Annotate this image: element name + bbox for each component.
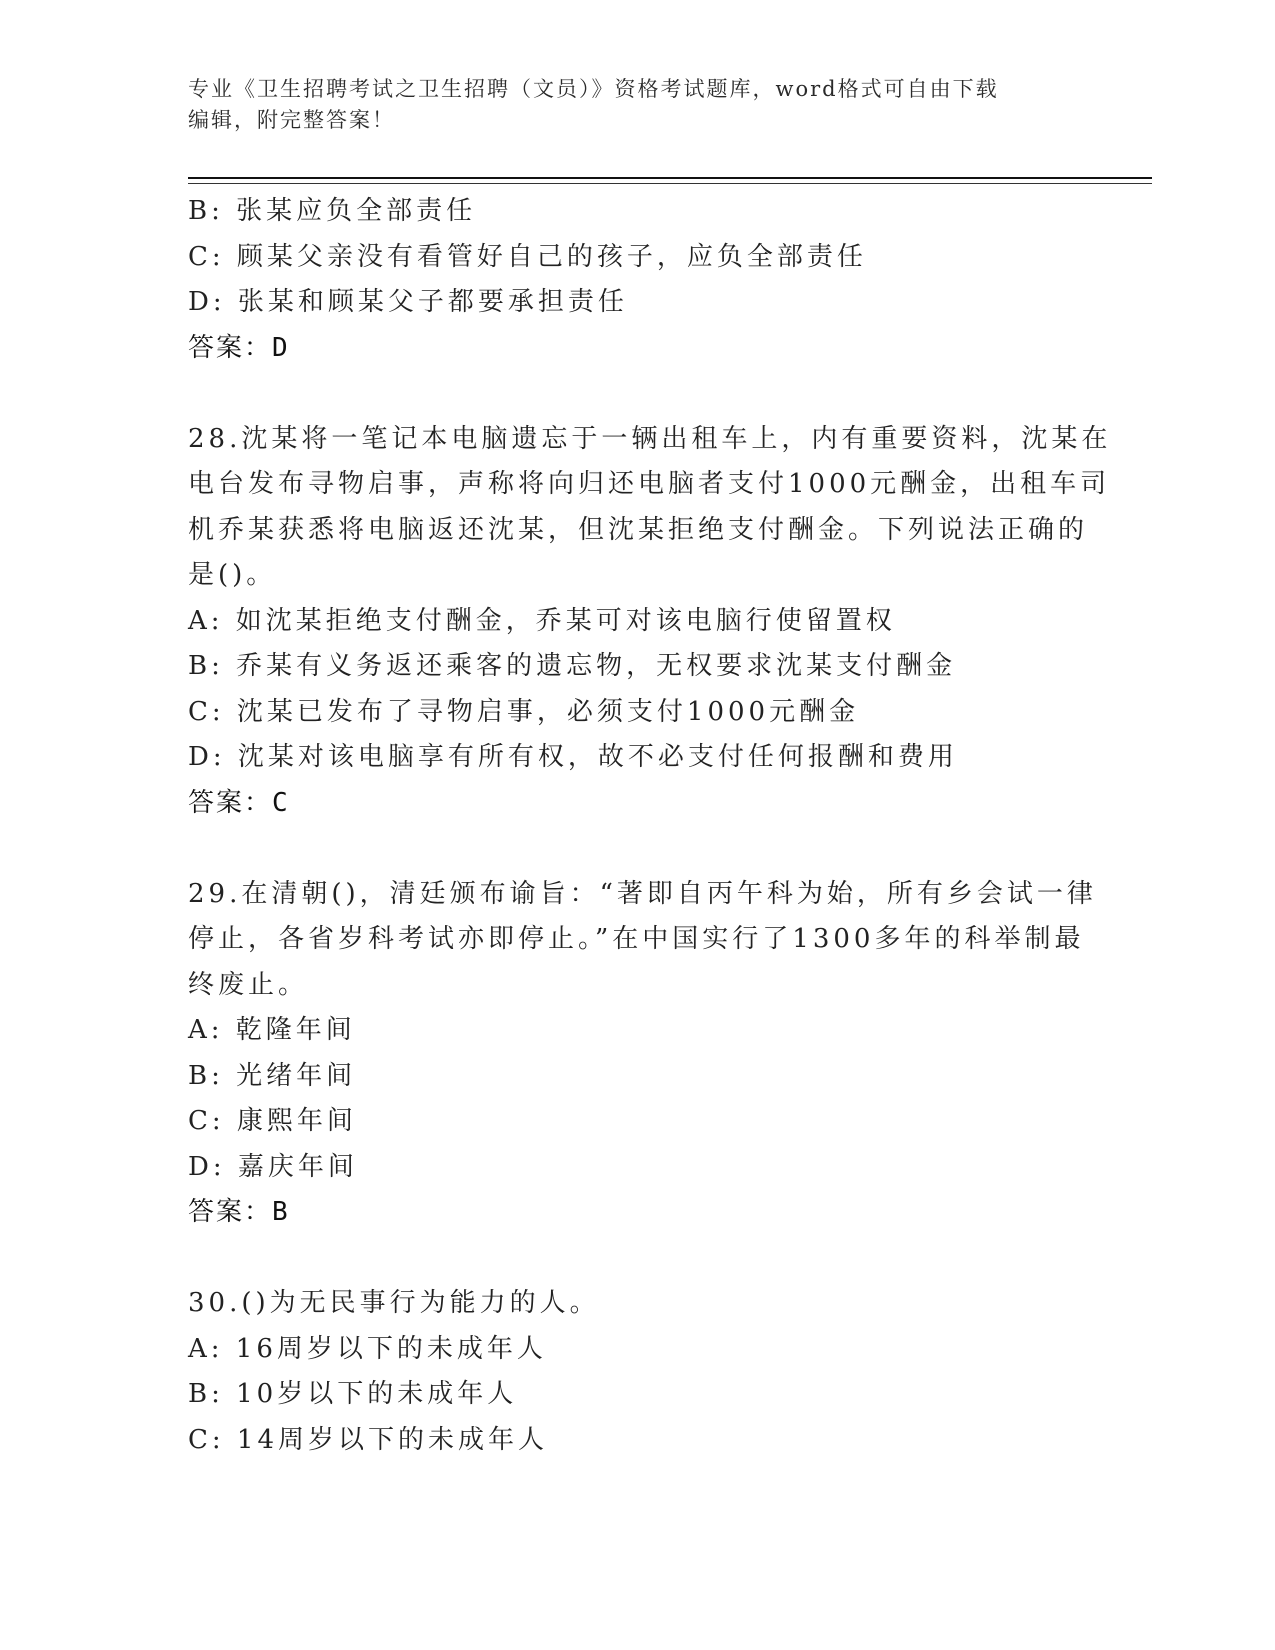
option-d: D: 张某和顾某父子都要承担责任 xyxy=(188,287,628,317)
answer-label: 答案： xyxy=(188,1197,273,1227)
header-line-2: 编辑，附完整答案！ xyxy=(188,108,395,132)
answer-value: B xyxy=(272,1197,290,1227)
option-b: B: 张某应负全部责任 xyxy=(188,196,477,226)
option-a: A: 乾隆年间 xyxy=(188,1015,356,1045)
question-stem-line: 28.沈某将一笔记本电脑遗忘于一辆出租车上，内有重要资料，沈某在 xyxy=(188,423,1112,454)
question-stem-line: 终废止。 xyxy=(188,969,309,1000)
question-stem-line: 30.()为无民事行为能力的人。 xyxy=(188,1288,600,1318)
answer-line xyxy=(188,1190,1088,1236)
question-stem-line: 电台发布寻物启事，声称将向归还电脑者支付1000元酬金，出租车司 xyxy=(188,469,1111,499)
header-divider-thin xyxy=(188,183,1152,184)
answer-label: 答案： xyxy=(188,787,273,818)
spacer xyxy=(188,826,1088,872)
answer-value: D xyxy=(272,332,290,363)
option-b: B: 10岁以下的未成年人 xyxy=(188,1379,518,1409)
option-b: B: 乔某有义务返还乘客的遗忘物，无权要求沈某支付酬金 xyxy=(188,651,957,681)
option-c: C: 14周岁以下的未成年人 xyxy=(188,1424,549,1455)
answer-value: C xyxy=(272,787,290,818)
question-list xyxy=(188,189,1112,1463)
question-29 xyxy=(188,872,1097,1236)
option-a: A: 如沈某拒绝支付酬金，乔某可对该电脑行使留置权 xyxy=(188,605,896,636)
question-stem-line: 29.在清朝()，清廷颁布谕旨：“著即自丙午科为始，所有乡会试一律 xyxy=(188,878,1097,909)
question-30 xyxy=(188,1281,1088,1463)
option-a: A: 16周岁以下的未成年人 xyxy=(188,1333,547,1364)
document-header xyxy=(188,74,1068,136)
question-27 xyxy=(188,189,1088,371)
answer-line xyxy=(188,781,1088,827)
question-stem-line: 是()。 xyxy=(188,560,277,590)
option-c: C: 康熙年间 xyxy=(188,1106,357,1136)
answer-line xyxy=(188,326,1088,372)
question-stem-line: 停止，各省岁科考试亦即停止。”在中国实行了1300多年的科举制最 xyxy=(188,924,1085,954)
option-d: D: 沈某对该电脑享有所有权，故不必支付任何报酬和费用 xyxy=(188,742,958,772)
question-stem-line: 机乔某获悉将电脑返还沈某，但沈某拒绝支付酬金。下列说法正确的 xyxy=(188,514,1089,545)
spacer xyxy=(188,371,1088,417)
option-c: C: 沈某已发布了寻物启事，必须支付1000元酬金 xyxy=(188,696,860,727)
answer-label: 答案： xyxy=(188,332,273,363)
spacer xyxy=(188,1236,1088,1282)
header-divider-thick xyxy=(188,177,1152,179)
option-d: D: 嘉庆年间 xyxy=(188,1151,358,1182)
question-28 xyxy=(188,417,1112,827)
option-c: C: 顾某父亲没有看管好自己的孩子，应负全部责任 xyxy=(188,241,867,272)
option-b: B: 光绪年间 xyxy=(188,1060,357,1091)
header-line-1: 专业《卫生招聘考试之卫生招聘（文员）》资格考试题库，word格式可自由下载 xyxy=(188,77,999,101)
